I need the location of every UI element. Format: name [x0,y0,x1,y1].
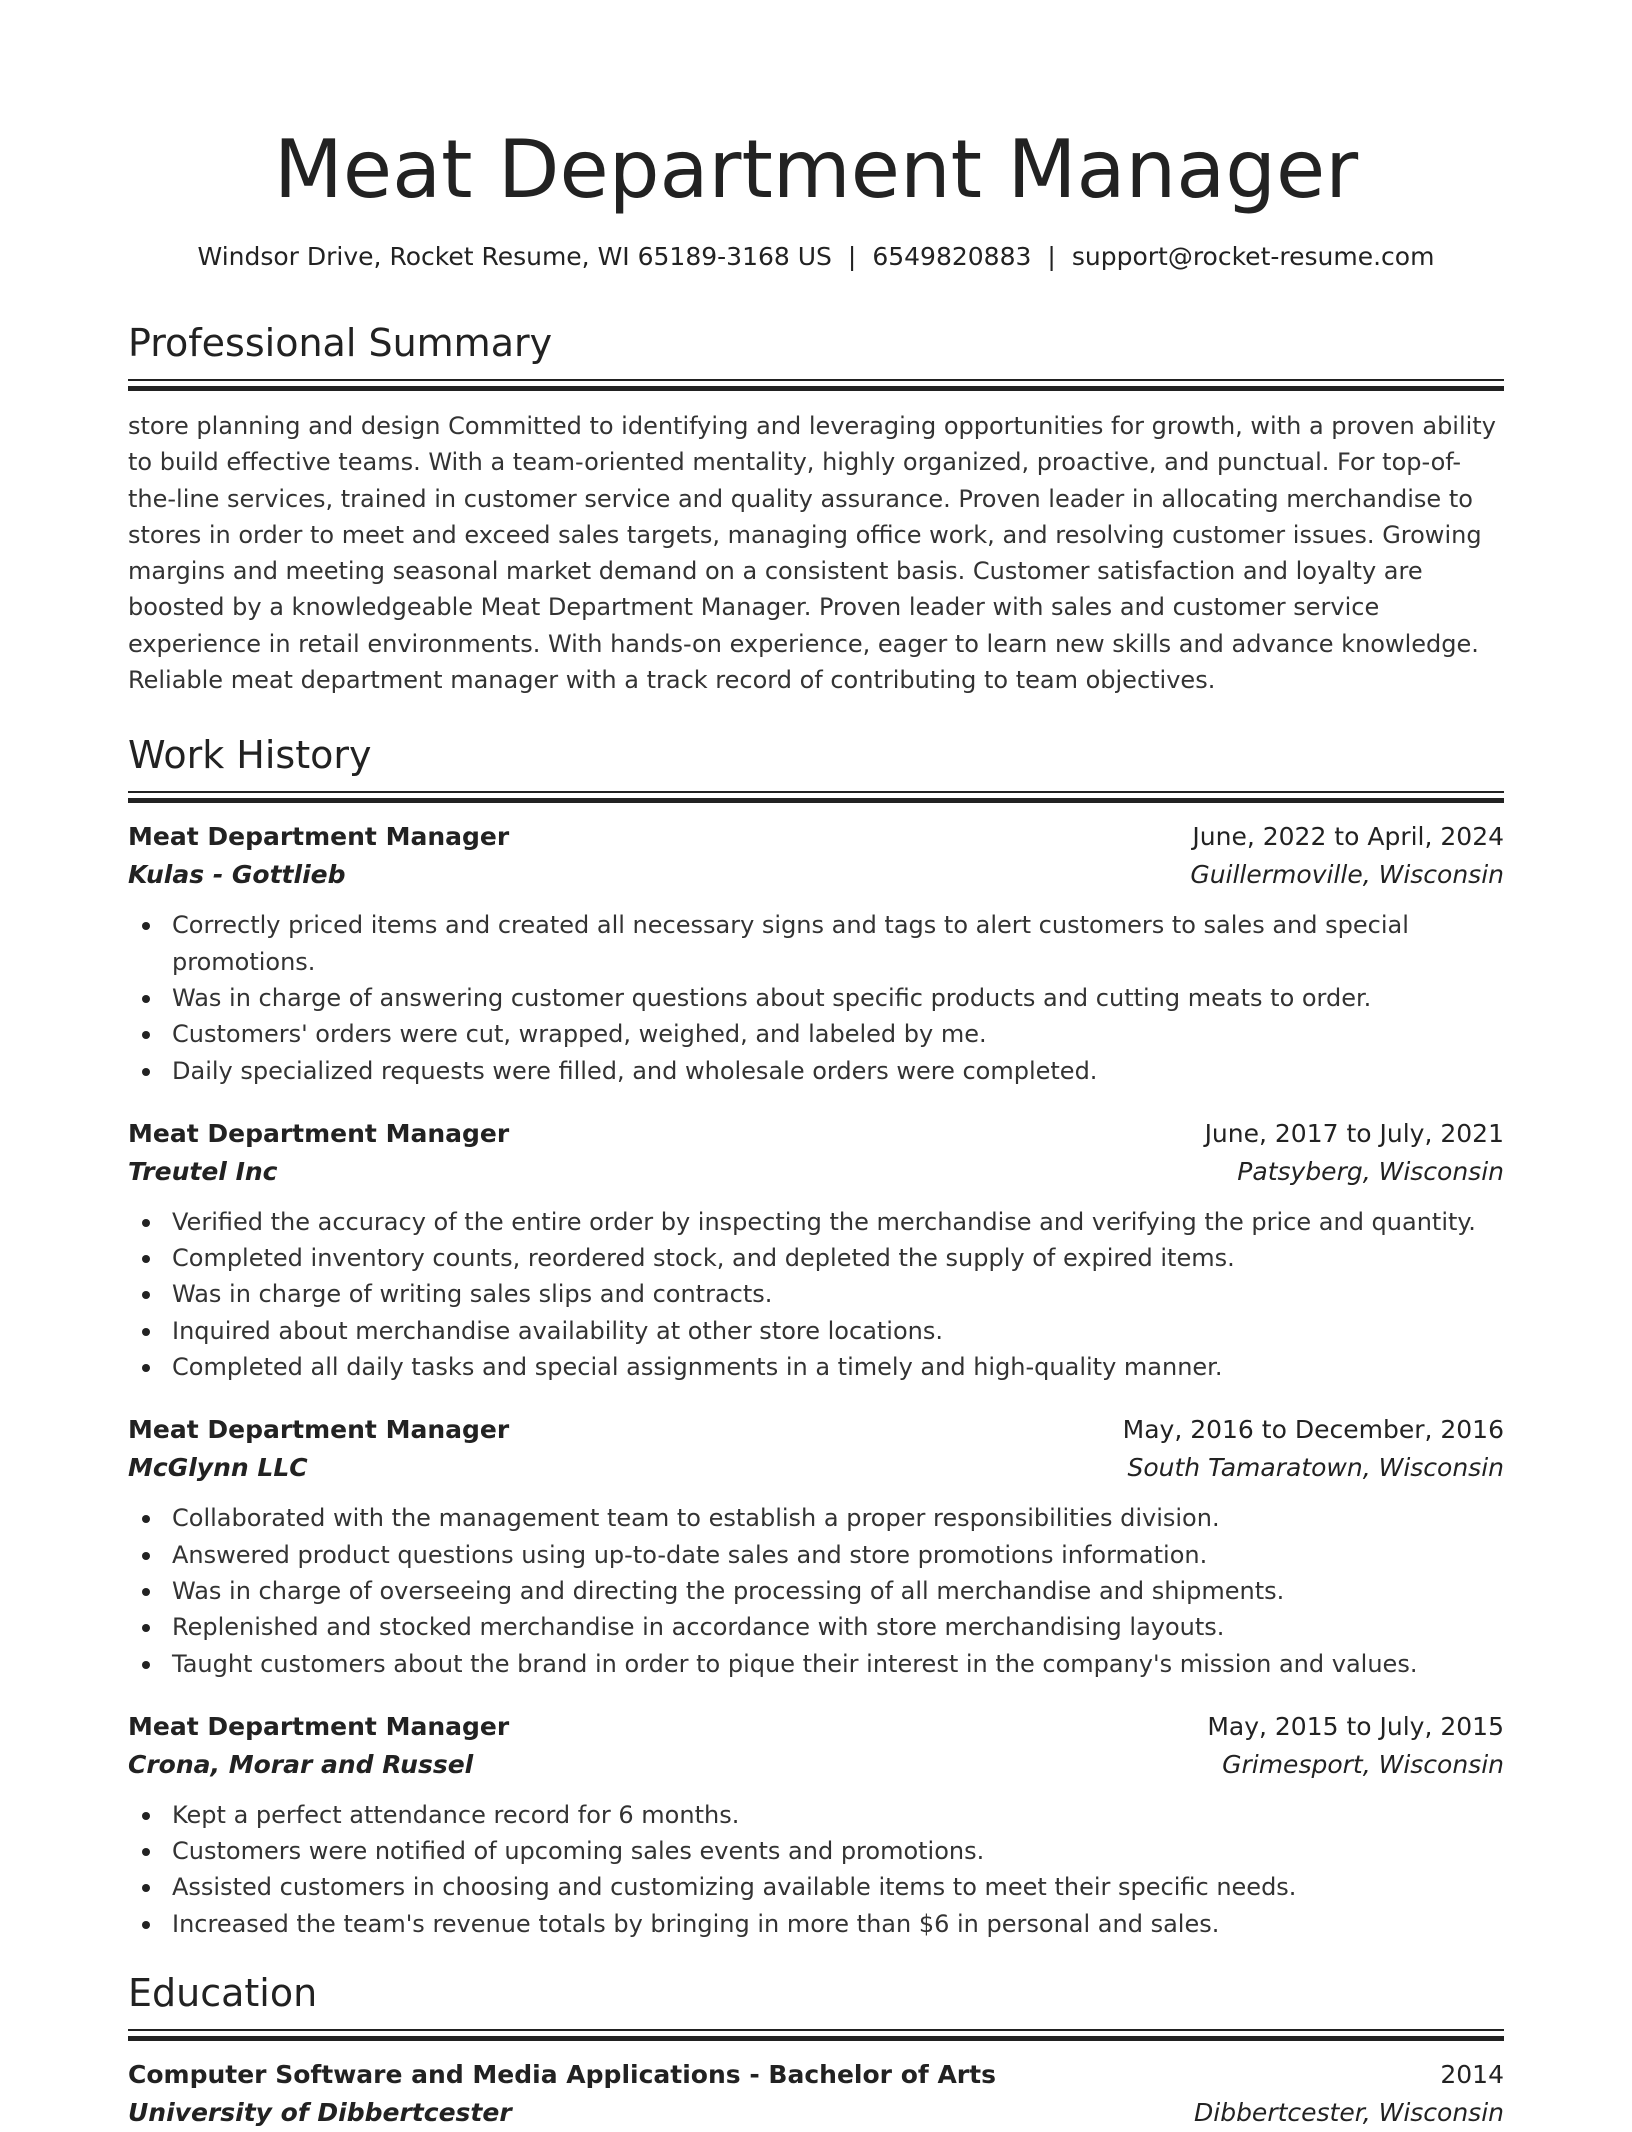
contact-email: support@rocket-resume.com [1071,242,1435,271]
job-bullet: Was in charge of overseeing and directing the processing of all merchandise and shipments. [128,1573,1504,1609]
contact-separator: | [1047,242,1056,271]
resume-name: Meat Department Manager [273,123,1359,216]
job-employer: Kulas - Gottlieb [128,860,346,890]
job-bullet: Daily specialized requests were filled, and wholesale orders were completed. [128,1053,1504,1089]
section-divider [128,379,1504,381]
section-divider [128,791,1504,793]
section-title-work-history: Work History [128,733,372,778]
job-bullet: Inquired about merchandise availability at other store locations. [128,1313,1504,1349]
education-school-row [128,2094,1504,2132]
job-employer: McGlynn LLC [128,1453,308,1483]
job-employer-row [128,1449,1504,1487]
job-bullet: Completed all daily tasks and special assignments in a timely and high-quality manner. [128,1349,1504,1385]
education-degree: Computer Software and Media Applications - Bachelor of Arts [128,2060,996,2090]
job-bullet: Taught customers about the brand in order to pique their interest in the company's mission and values. [128,1646,1504,1682]
job-bullet: Kept a perfect attendance record for 6 months. [128,1797,1504,1833]
section-title-summary: Professional Summary [128,321,553,365]
job-location: Grimesport, Wisconsin [1222,1749,1504,1779]
job-header-row [128,818,1504,856]
job-employer: Treutel Inc [128,1156,278,1186]
job-header-row [128,1411,1504,1449]
job-entry [128,818,1504,1088]
job-bullet: Customers' orders were cut, wrapped, weighed, and labeled by me. [128,1016,1504,1052]
job-bullet: Correctly priced items and created all necessary signs and tags to alert customers to sales and special promotions. [128,907,1504,980]
contact-line [128,240,1504,274]
education-year: 2014 [1440,2060,1504,2090]
job-header-row [128,1708,1504,1746]
education-school: University of Dibbertcester [128,2098,512,2128]
job-title: Meat Department Manager [128,822,510,852]
job-bullet: Was in charge of answering customer questions about specific products and cutting meats to order. [128,980,1504,1016]
job-bullets [128,1500,1504,1681]
job-bullet: Verified the accuracy of the entire order by inspecting the merchandise and verifying the price and quantity. [128,1204,1504,1240]
work-history-section [128,730,1504,1942]
job-bullet: Replenished and stocked merchandise in accordance with store merchandising layouts. [128,1609,1504,1645]
education-location: Dibbertcester, Wisconsin [1194,2098,1504,2128]
education-entry [128,2056,1504,2132]
job-bullets [128,907,1504,1088]
job-bullet: Customers were notified of upcoming sales events and promotions. [128,1833,1504,1869]
job-header-row [128,1115,1504,1153]
job-bullet: Collaborated with the management team to establish a proper responsibilities division. [128,1500,1504,1536]
job-title: Meat Department Manager [128,1415,510,1445]
job-title: Meat Department Manager [128,1711,510,1741]
job-list [128,818,1504,1942]
job-entry [128,1115,1504,1385]
education-header-row [128,2056,1504,2094]
job-bullet: Increased the team's revenue totals by bringing in more than $6 in personal and sales. [128,1906,1504,1942]
job-title: Meat Department Manager [128,1118,510,1148]
job-employer-row [128,856,1504,894]
job-location: Patsyberg, Wisconsin [1237,1156,1504,1186]
job-entry [128,1708,1504,1942]
job-bullets [128,1204,1504,1385]
job-dates: June, 2017 to July, 2021 [1204,1118,1504,1148]
professional-summary-section [128,318,1504,698]
section-divider [128,2029,1504,2031]
job-bullets [128,1797,1504,1942]
job-bullet: Completed inventory counts, reordered stock, and depleted the supply of expired items. [128,1240,1504,1276]
summary-text: store planning and design Committed to identifying and leveraging opportunities for growth, with a proven ability to build effective teams. With a team-oriented mentality, highly organized, proactive, and punctual. For top-of-the-line services, trained in customer service and quality assurance. Proven leader in allocating merchandise to stores in order to meet and exceed sales targets, managing office work, and resolving customer issues. Growing margins and meeting seasonal market demand on a consistent basis. Customer satisfaction and loyalty are boosted by a knowledgeable Meat Department Manager. Proven leader with sales and customer service experience in retail environments. With hands-on experience, eager to learn new skills and advance knowledge. Reliable meat department manager with a track record of contributing to team objectives. [128,412,1496,695]
job-employer: Crona, Morar and Russel [128,1749,474,1779]
section-title-education: Education [128,1971,318,2016]
job-bullet: Answered product questions using up-to-date sales and store promotions information. [128,1537,1504,1573]
job-dates: May, 2015 to July, 2015 [1207,1711,1504,1741]
job-dates: May, 2016 to December, 2016 [1122,1415,1504,1445]
job-bullet: Was in charge of writing sales slips and contracts. [128,1276,1504,1312]
education-section [128,1968,1504,2132]
job-dates: June, 2022 to April, 2024 [1192,822,1504,852]
contact-phone: 6549820883 [872,242,1032,271]
job-entry [128,1411,1504,1681]
job-employer-row [128,1746,1504,1784]
contact-address: Windsor Drive, Rocket Resume, WI 65189-3168 US [197,242,832,271]
contact-separator: | [847,242,857,271]
job-location: South Tamaratown, Wisconsin [1127,1453,1504,1483]
job-employer-row [128,1153,1504,1191]
job-location: Guillermoville, Wisconsin [1190,860,1504,890]
job-bullet: Assisted customers in choosing and customizing available items to meet their specific needs. [128,1869,1504,1905]
